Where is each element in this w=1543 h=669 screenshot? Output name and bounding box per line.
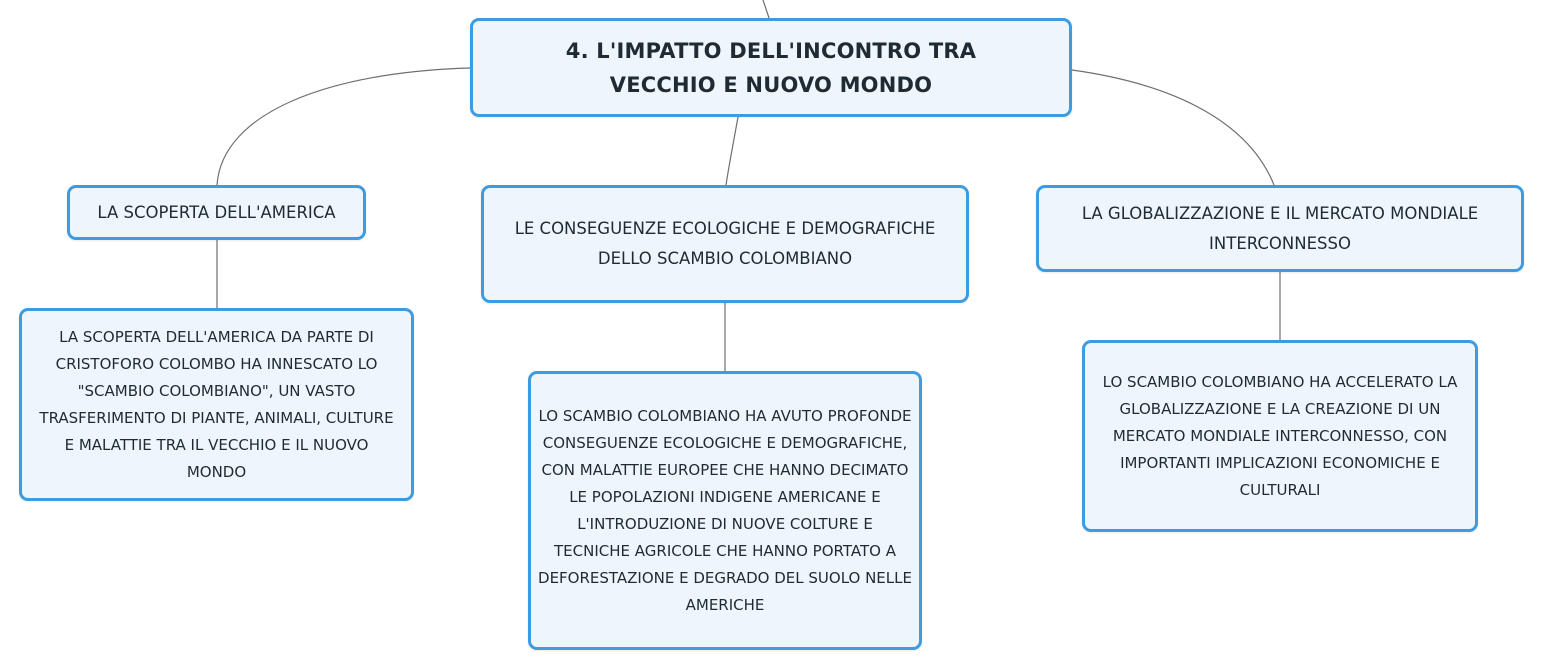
detail-node-globalizzazione[interactable] xyxy=(1082,340,1478,532)
root-topic-node[interactable] xyxy=(470,18,1072,117)
topic-label: LA GLOBALIZZAZIONE E IL MERCATO MONDIALE INTERCONNESSO xyxy=(1081,203,1479,253)
connector-parent-to-root xyxy=(763,0,769,18)
connector-root-to-topic-1 xyxy=(217,68,470,185)
topic-label: LA SCOPERTA DELL'AMERICA xyxy=(97,202,336,222)
root-topic-title: 4. L'IMPATTO DELL'INCONTRO TRA VECCHIO E NUOVO MONDO xyxy=(565,38,977,97)
detail-node-scoperta-america[interactable] xyxy=(19,308,414,501)
connector-root-to-topic-3 xyxy=(1072,70,1274,185)
topic-node-conseguenze-ecologiche[interactable] xyxy=(481,185,969,303)
topic-node-scoperta-america[interactable] xyxy=(67,185,366,240)
detail-node-conseguenze-ecologiche[interactable] xyxy=(528,371,922,650)
detail-text: LO SCAMBIO COLOMBIANO HA ACCELERATO LA GLOBALIZZAZIONE E LA CREAZIONE DI UN MERCATO MONDIALE INTERCONNESSO, CON IMPORTANTI IMPLICAZIONI ECONOMICHE E CULTURALI xyxy=(1102,372,1458,499)
connector-root-to-topic-2 xyxy=(726,117,738,185)
detail-text: LA SCOPERTA DELL'AMERICA DA PARTE DI CRISTOFORO COLOMBO HA INNESCATO LO "SCAMBIO COLOMBIANO", UN VASTO TRASFERIMENTO DI PIANTE, ANIMALI, CULTURE E MALATTIE TRA IL VECCHIO E IL NUOVO MONDO xyxy=(39,327,394,481)
detail-text: LO SCAMBIO COLOMBIANO HA AVUTO PROFONDE CONSEGUENZE ECOLOGICHE E DEMOGRAFICHE, CON MALATTIE EUROPEE CHE HANNO DECIMATO LE POPOLAZIONI INDIGENE AMERICANE E L'INTRODUZIONE DI NUOVE COLTURE E TECNICHE AGRICOLE CHE HANNO PORTATO A DEFORESTAZIONE E DEGRADO DEL SUOLO NELLE AMERICHE xyxy=(538,406,912,614)
topic-label: LE CONSEGUENZE ECOLOGICHE E DEMOGRAFICHE DELLO SCAMBIO COLOMBIANO xyxy=(514,219,936,268)
topic-node-globalizzazione[interactable] xyxy=(1036,185,1524,272)
